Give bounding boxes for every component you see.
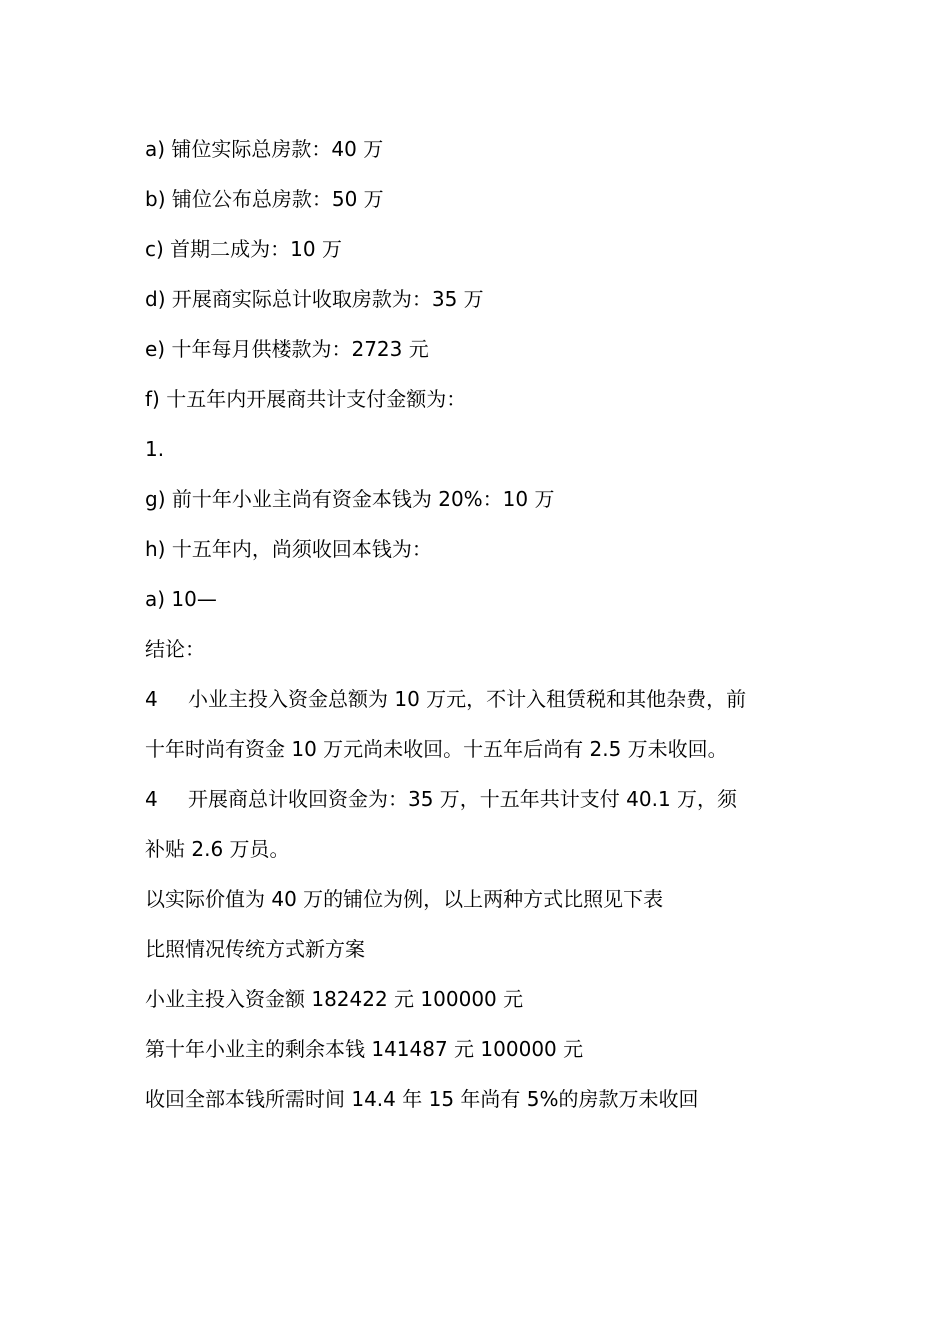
list-item-text: 铺位公布总房款：50 万 bbox=[171, 187, 384, 211]
list-marker: b) bbox=[145, 187, 166, 211]
list-marker: h) bbox=[145, 537, 166, 561]
conclusion-marker: 4 bbox=[145, 787, 158, 811]
comparison-row: 小业主投入资金额 182422 元 100000 元 bbox=[145, 987, 524, 1011]
list-item-a-sub bbox=[145, 586, 815, 612]
list-item-text: 10— bbox=[171, 587, 217, 611]
conclusion-heading: 结论： bbox=[145, 637, 205, 661]
list-marker: e) bbox=[145, 337, 166, 361]
list-item-text: 铺位实际总房款：40 万 bbox=[171, 137, 384, 161]
list-item-b bbox=[145, 186, 815, 212]
conclusion-text: 小业主投入资金总额为 10 万元，不计入租赁税和其他杂费，前 bbox=[188, 687, 747, 711]
conclusion-marker: 4 bbox=[145, 687, 158, 711]
list-marker: g) bbox=[145, 487, 166, 511]
comparison-header: 比照情况传统方式新方案 bbox=[145, 937, 365, 961]
comparison-row: 第十年小业主的剩余本钱 141487 元 100000 元 bbox=[145, 1037, 584, 1061]
list-marker: c) bbox=[145, 237, 164, 261]
conclusion-item-1 bbox=[145, 686, 815, 712]
list-item-f bbox=[145, 386, 815, 412]
conclusion-text: 开展商总计收回资金为：35 万，十五年共计支付 40.1 万，须 bbox=[188, 787, 738, 811]
conclusion-item-2-continued: 补贴 2.6 万员。 bbox=[145, 837, 290, 861]
list-item-text: 十年每月供楼款为：2723 元 bbox=[171, 337, 429, 361]
comparison-intro: 以实际价值为 40 万的铺位为例，以上两种方式比照见下表 bbox=[145, 887, 664, 911]
list-item-e bbox=[145, 336, 815, 362]
list-item-h bbox=[145, 536, 815, 562]
comparison-row: 收回全部本钱所需时间 14.4 年 15 年尚有 5%的房款万未收回 bbox=[145, 1087, 699, 1111]
list-item-a bbox=[145, 136, 815, 162]
list-marker: 1. bbox=[145, 437, 165, 461]
list-item-text: 十五年内，尚须收回本钱为： bbox=[171, 537, 432, 561]
conclusion-item-2 bbox=[145, 786, 815, 812]
list-item-1 bbox=[145, 436, 815, 462]
list-item-d bbox=[145, 286, 815, 312]
list-item-text: 前十年小业主尚有资金本钱为 20%：10 万 bbox=[171, 487, 555, 511]
list-marker: f) bbox=[145, 387, 160, 411]
list-marker: d) bbox=[145, 287, 166, 311]
list-marker: a) bbox=[145, 587, 166, 611]
list-item-c bbox=[145, 236, 815, 262]
list-item-text: 首期二成为：10 万 bbox=[170, 237, 342, 261]
conclusion-item-1-continued: 十年时尚有资金 10 万元尚未收回。十五年后尚有 2.5 万未收回。 bbox=[145, 737, 728, 761]
list-item-g bbox=[145, 486, 815, 512]
list-item-text: 开展商实际总计收取房款为：35 万 bbox=[171, 287, 484, 311]
list-marker: a) bbox=[145, 137, 166, 161]
list-item-text: 十五年内开展商共计支付金额为： bbox=[166, 387, 467, 411]
